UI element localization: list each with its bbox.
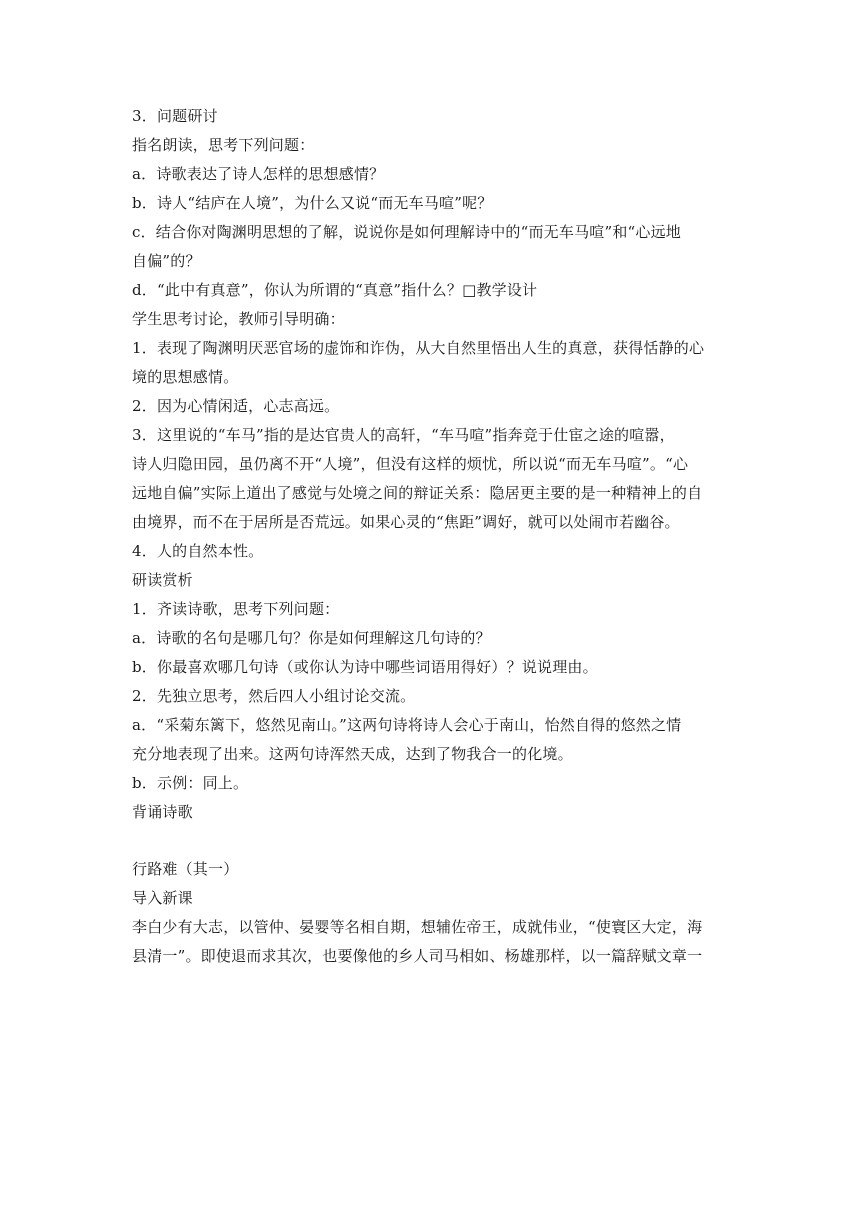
question-c-line-2: 自偏”的？ xyxy=(132,252,201,270)
answer-3-line-3: 远地自偏”实际上道出了感觉与处境之间的辩证关系：隐居更主要的是一种精神上的自 xyxy=(132,484,703,502)
paragraph-line: 学生思考讨论，教师引导明确： xyxy=(132,310,345,328)
section-heading: 3．问题研讨 xyxy=(132,107,218,125)
answer-a-line-2: 充分地表现了出来。这两句诗浑然天成，达到了物我合一的化境。 xyxy=(132,745,573,763)
question-c-line-1: c．结合你对陶渊明思想的了解，说说你是如何理解诗中的“而无车马喧”和“心远地 xyxy=(132,223,682,241)
intro-line-2: 县清一”。即使退而求其次，也要像他的乡人司马相如、杨雄那样，以一篇辞赋文章一 xyxy=(132,947,703,965)
answer-1-line-1: 1．表现了陶渊明厌恶官场的虚饰和诈伪，从大自然里悟出人生的真意，获得恬静的心 xyxy=(132,339,705,357)
question-a: a．诗歌表达了诗人怎样的思想感情？ xyxy=(132,165,385,183)
section-heading: 研读赏析 xyxy=(132,571,193,589)
spacer xyxy=(132,831,732,859)
answer-3-line-2: 诗人归隐田园，虽仍离不开“人境”，但没有这样的烦忧，所以说“而无车马喧”。“心 xyxy=(132,455,689,473)
answer-2: 2．因为心情闲适，心志高远。 xyxy=(132,397,340,415)
section-heading: 背诵诗歌 xyxy=(132,803,193,821)
answer-3-line-1: 3．这里说的“车马”指的是达官贵人的高轩，“车马喧”指奔竞于仕宦之途的喧嚣， xyxy=(132,426,675,444)
answer-b: b．示例：同上。 xyxy=(132,774,249,792)
question-a: a．诗歌的名句是哪几句？你是如何理解这几句诗的？ xyxy=(132,629,491,647)
paragraph-line: 指名朗读，思考下列问题： xyxy=(132,136,315,154)
paragraph-line: 1．齐读诗歌，思考下列问题： xyxy=(132,600,340,618)
section-heading: 导入新课 xyxy=(132,889,193,907)
paragraph-line: 2．先独立思考，然后四人小组讨论交流。 xyxy=(132,687,416,705)
answer-a-line-1: a．“采菊东篱下，悠然见南山。”这两句诗将诗人会心于南山，怡然自得的悠然之情 xyxy=(132,716,682,734)
question-b: b．你最喜欢哪几句诗（或你认为诗中哪些词语用得好）？说说理由。 xyxy=(132,658,598,676)
answer-1-line-2: 境的思想感情。 xyxy=(132,368,239,386)
answer-3-line-4: 由境界，而不在于居所是否荒远。如果心灵的“焦距”调好，就可以处闹市若幽谷。 xyxy=(132,513,680,531)
lesson-title: 行路难（其一） xyxy=(132,860,239,878)
intro-line-1: 李白少有大志，以管仲、晏婴等名相自期，想辅佐帝王，成就伟业，“使寰区大定，海 xyxy=(132,918,703,936)
answer-4: 4．人的自然本性。 xyxy=(132,542,264,560)
question-d: d．“此中有真意”，你认为所谓的“真意”指什么？□教学设计 xyxy=(132,281,538,299)
question-b: b．诗人“结庐在人境”，为什么又说“而无车马喧”呢？ xyxy=(132,194,493,212)
